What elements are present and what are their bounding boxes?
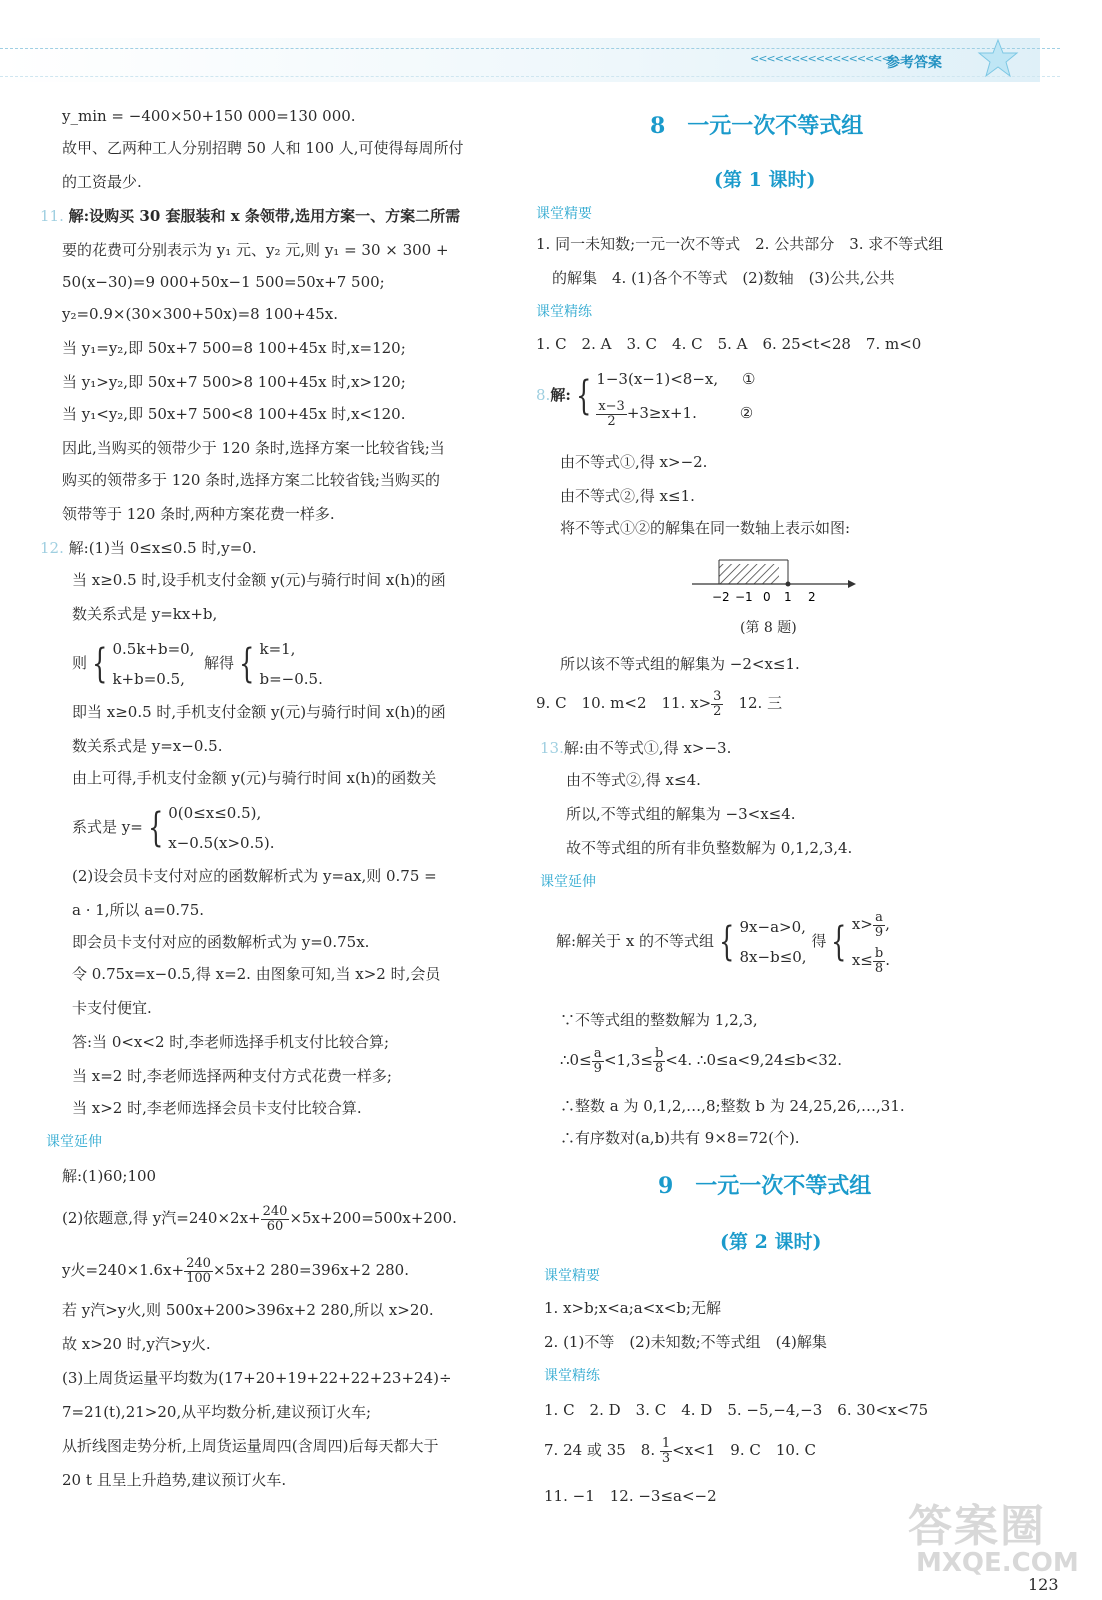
system-lines xyxy=(112,634,194,694)
numerator: 3 xyxy=(713,688,722,704)
piecewise-function xyxy=(72,798,275,858)
answer-text: 解:设购买 30 套服装和 x 条领带,选用方案一、方案二所需 xyxy=(68,207,461,225)
text-fragment: 则 xyxy=(72,654,88,672)
question-number: 11. xyxy=(40,207,64,225)
text-line xyxy=(544,1432,816,1468)
text-fragment: 12. 三 xyxy=(723,694,783,712)
text-line: 卡支付便宜. xyxy=(72,999,152,1017)
denominator: 60 xyxy=(266,1218,284,1234)
numerator: b xyxy=(654,1045,664,1061)
circled-number: ② xyxy=(739,404,754,422)
lesson-subtitle: (第 2 课时) xyxy=(720,1231,822,1253)
text-line: 1. 同一未知数;一元一次不等式 2. 公共部分 3. 求不等式组 xyxy=(536,235,944,253)
question-number: 13. xyxy=(540,739,564,757)
equation: 0.5k+b=0, xyxy=(112,640,195,658)
fraction xyxy=(873,911,885,940)
answer-label: 解: xyxy=(550,386,571,404)
header-rule xyxy=(0,48,1060,49)
header-rule-lower xyxy=(0,76,1060,77)
system-lines xyxy=(168,798,274,858)
text-fragment: 得 xyxy=(811,932,827,950)
section-label: 课堂精要 xyxy=(544,1268,600,1284)
lesson-title: 9 一元一次不等式组 xyxy=(658,1173,872,1199)
section-label: 课堂精练 xyxy=(544,1368,600,1384)
fraction xyxy=(660,1437,672,1466)
equation: k=1, xyxy=(259,640,296,658)
equation: x−0.5(x>0.5). xyxy=(168,834,275,852)
text-line: 由不等式②,得 x≤4. xyxy=(566,771,701,789)
numerator: b xyxy=(874,945,884,961)
denominator: 8 xyxy=(654,1060,664,1076)
text-line: 由不等式②,得 x≤1. xyxy=(560,487,695,505)
text-line: 50(x−30)=9 000+50x−1 500=50x+7 500; xyxy=(62,273,385,291)
text-line xyxy=(62,1200,457,1236)
denominator: 2 xyxy=(607,413,616,429)
fraction xyxy=(261,1205,290,1234)
equation: 0(0≤x≤0.5), xyxy=(168,804,262,822)
text-fragment: (2)依题意,得 y汽=240×2x+ xyxy=(62,1209,261,1227)
text-line: 将不等式①②的解集在同一数轴上表示如图: xyxy=(560,519,851,537)
page-number: 123 xyxy=(1028,1575,1059,1594)
text-line: 领带等于 120 条时,两种方案花费一样多. xyxy=(62,505,335,523)
text-line: 令 0.75x=x−0.5,得 x=2. 由图象可知,当 x>2 时,会员 xyxy=(72,965,441,983)
numerator: a xyxy=(592,1047,604,1062)
text-line xyxy=(62,1252,409,1288)
text-line: (2)设会员卡支付对应的函数解析式为 y=ax,则 0.75 = xyxy=(72,867,437,885)
fraction xyxy=(873,947,885,976)
text-fragment: , xyxy=(885,915,890,933)
text-line: 1. x>b;x<a;a<x<b;无解 xyxy=(544,1299,721,1317)
text-line: 当 x=2 时,李老师选择两种支付方式花费一样多; xyxy=(72,1067,392,1085)
text-line xyxy=(536,686,782,720)
equation: k+b=0.5, xyxy=(112,670,185,688)
inequality-system xyxy=(556,906,890,978)
watermark xyxy=(908,1490,1079,1578)
text-line: 购买的领带多于 120 条时,选择方案二比较省钱;当购买的 xyxy=(62,471,440,489)
text-line xyxy=(40,538,257,558)
text-line: a · 1,所以 a=0.75. xyxy=(72,901,205,919)
section-label: 课堂精要 xyxy=(536,206,592,222)
text-line: y₂=0.9×(30×300+50x)=8 100+45x. xyxy=(62,305,338,323)
axis-tick-label: 0 xyxy=(763,590,771,604)
text-line: 当 x>2 时,李老师选择会员卡支付比较合算. xyxy=(72,1099,362,1117)
text-line: 因此,当购买的领带少于 120 条时,选择方案一比较省钱;当 xyxy=(62,439,445,457)
text-line: 1. C 2. A 3. C 4. C 5. A 6. 25<t<28 7. m<0 xyxy=(536,335,922,353)
text-fragment: 9. C 10. m<2 11. x> xyxy=(536,694,712,712)
circled-number: ① xyxy=(742,370,756,388)
text-line: 故 x>20 时,y汽>y火. xyxy=(62,1335,211,1353)
text-fragment: ×5x+2 280=396x+2 280. xyxy=(212,1261,409,1279)
text-line: 即会员卡支付对应的函数解析式为 y=0.75x. xyxy=(72,933,370,951)
text-line: 7=21(t),21>20,从平均数分析,建议预订火车; xyxy=(62,1403,372,1421)
system-lines xyxy=(259,634,322,694)
text-line: 当 y₁>y₂,即 50x+7 500>8 100+45x 时,x>120; xyxy=(62,373,406,391)
lesson-subtitle: (第 1 课时) xyxy=(714,169,816,191)
brace: { xyxy=(719,919,735,965)
text-line: 从折线图走势分析,上周货运量周四(含周四)后每天都大于 xyxy=(62,1437,439,1455)
fraction xyxy=(184,1257,213,1286)
text-line xyxy=(40,206,460,226)
text-line: 解:(1)60;100 xyxy=(62,1167,157,1185)
inequality: x≤ xyxy=(851,951,873,969)
text-line: 当 x≥0.5 时,设手机支付金额 y(元)与骑行时间 x(h)的函 xyxy=(72,571,446,589)
fraction xyxy=(653,1047,665,1076)
denominator: 3 xyxy=(661,1450,671,1466)
text-line: 1. C 2. D 3. C 4. D 5. −5,−4,−3 6. 30<x<75 xyxy=(544,1401,929,1419)
fraction xyxy=(711,690,723,719)
text-line: ∴有序数对(a,b)共有 9×8=72(个). xyxy=(560,1129,800,1147)
text-line: 故甲、乙两种工人分别招聘 50 人和 100 人,可使得每周所付 xyxy=(62,139,464,157)
inequality: 8x−b≤0, xyxy=(739,948,807,966)
numerator: 240 xyxy=(262,1203,288,1219)
denominator: 2 xyxy=(713,703,722,719)
text-line: 若 y汽>y火,则 500x+200>396x+2 280,所以 x>20. xyxy=(62,1301,434,1319)
equation: b=−0.5. xyxy=(259,670,323,688)
text-line: 答:当 0<x<2 时,李老师选择手机支付比较合算; xyxy=(72,1033,390,1051)
axis-tick-label: 2 xyxy=(808,590,816,604)
denominator: 100 xyxy=(186,1270,211,1286)
number-line-diagram xyxy=(688,556,858,610)
question-number: 12. xyxy=(40,539,64,557)
text-fragment: y火=240×1.6x+ xyxy=(62,1261,185,1279)
numerator: 240 xyxy=(186,1255,211,1271)
question-number: 8. xyxy=(536,386,551,404)
watermark-logo-text: 答案圈 xyxy=(908,1501,1046,1552)
text-line: ∴整数 a 为 0,1,2,…,8;整数 b 为 24,25,26,…,31. xyxy=(560,1097,905,1115)
text-line: 所以该不等式组的解集为 −2<x≤1. xyxy=(560,655,800,673)
text-line: 要的花费可分别表示为 y₁ 元、y₂ 元,则 y₁ = 30 × 300 + xyxy=(62,241,449,259)
answer-text: 解:由不等式①,得 x>−3. xyxy=(563,739,732,757)
closed-dot xyxy=(786,582,791,587)
fraction xyxy=(592,1047,604,1076)
header-title: 参考答案 xyxy=(886,55,942,71)
fraction xyxy=(596,400,627,429)
text-line: y_min = −400×50+150 000=130 000. xyxy=(62,107,356,125)
text-line: 数关系式是 y=kx+b, xyxy=(72,605,218,623)
text-line: 数关系式是 y=x−0.5. xyxy=(72,737,223,755)
inequality: +3≥x+1. xyxy=(626,404,697,422)
text-line: 所以,不等式组的解集为 −3<x≤4. xyxy=(566,805,796,823)
text-line: 即当 x≥0.5 时,手机支付金额 y(元)与骑行时间 x(h)的函 xyxy=(72,703,446,721)
figure-caption: (第 8 题) xyxy=(740,620,797,636)
watermark-url: MXQE.COM xyxy=(916,1548,1079,1578)
text-line: 当 y₁=y₂,即 50x+7 500=8 100+45x 时,x=120; xyxy=(62,339,406,357)
text-line: 由不等式①,得 x>−2. xyxy=(560,453,708,471)
arrow-icon xyxy=(848,580,856,588)
numerator: a xyxy=(873,911,885,926)
text-line: 故不等式组的所有非负整数解为 0,1,2,3,4. xyxy=(566,839,853,857)
text-line: 的解集 4. (1)各个不等式 (2)数轴 (3)公共,公共 xyxy=(552,269,895,287)
inequality: 9x−a>0, xyxy=(739,918,806,936)
section-label: 课堂延伸 xyxy=(46,1134,102,1150)
section-label: 课堂精练 xyxy=(536,304,592,320)
text-line: 由上可得,手机支付金额 y(元)与骑行时间 x(h)的函数关 xyxy=(72,769,437,787)
text-line: 的工资最少. xyxy=(62,173,142,191)
system-lines xyxy=(852,906,890,978)
lesson-title: 8 一元一次不等式组 xyxy=(650,113,864,139)
brace: { xyxy=(575,373,592,419)
text-fragment: 解得 xyxy=(204,654,235,672)
text-line: 20 t 且呈上升趋势,建议预订火车. xyxy=(62,1471,287,1489)
text-line xyxy=(560,1042,842,1078)
answer-text: 解:(1)当 0≤x≤0.5 时,y=0. xyxy=(68,539,257,557)
text-line: 2. (1)不等 (2)未知数;不等式组 (4)解集 xyxy=(544,1333,827,1351)
axis-tick-label: −1 xyxy=(735,590,753,604)
denominator: 9 xyxy=(874,924,884,940)
numerator: x−3 xyxy=(598,398,625,414)
inequality: x> xyxy=(851,915,873,933)
equation-system xyxy=(72,634,323,694)
text-fragment: ∴0≤ xyxy=(560,1051,592,1069)
brace: { xyxy=(831,919,847,965)
text-fragment: <1,3≤ xyxy=(603,1051,653,1069)
text-fragment: 解:解关于 x 的不等式组 xyxy=(556,932,715,950)
axis-tick-label: 1 xyxy=(784,590,792,604)
text-line: ∵不等式组的整数解为 1,2,3, xyxy=(560,1011,758,1029)
text-fragment: . xyxy=(885,951,890,969)
text-line: 11. −1 12. −3≤a<−2 xyxy=(544,1487,717,1505)
text-line xyxy=(540,738,731,758)
system-lines xyxy=(596,362,755,430)
text-fragment: 系式是 y= xyxy=(72,818,143,836)
solution-shading xyxy=(719,564,779,584)
brace: { xyxy=(239,641,255,687)
system-lines xyxy=(740,912,807,972)
numerator: 1 xyxy=(661,1435,671,1451)
inequality-system xyxy=(536,362,755,430)
denominator: 8 xyxy=(874,960,884,976)
inequality: 1−3(x−1)<8−x, xyxy=(596,370,719,388)
brace: { xyxy=(147,805,164,851)
text-line: (3)上周货运量平均数为(17+20+19+22+22+23+24)÷ xyxy=(62,1369,452,1387)
text-line: 当 y₁<y₂,即 50x+7 500<8 100+45x 时,x<120. xyxy=(62,405,406,423)
brace: { xyxy=(92,641,108,687)
text-fragment: <x<1 9. C 10. C xyxy=(672,1441,816,1459)
axis-tick-label: −2 xyxy=(712,590,730,604)
denominator: 9 xyxy=(593,1060,602,1076)
text-fragment: 7. 24 或 35 8. xyxy=(544,1441,660,1459)
header-arrows: <<<<<<<<<<<<<<<<< xyxy=(750,52,890,65)
text-fragment: <4. ∴0≤a<9,24≤b<32. xyxy=(665,1051,843,1069)
section-label: 课堂延伸 xyxy=(540,874,596,890)
star-icon xyxy=(976,36,1020,80)
text-fragment: ×5x+200=500x+200. xyxy=(289,1209,457,1227)
